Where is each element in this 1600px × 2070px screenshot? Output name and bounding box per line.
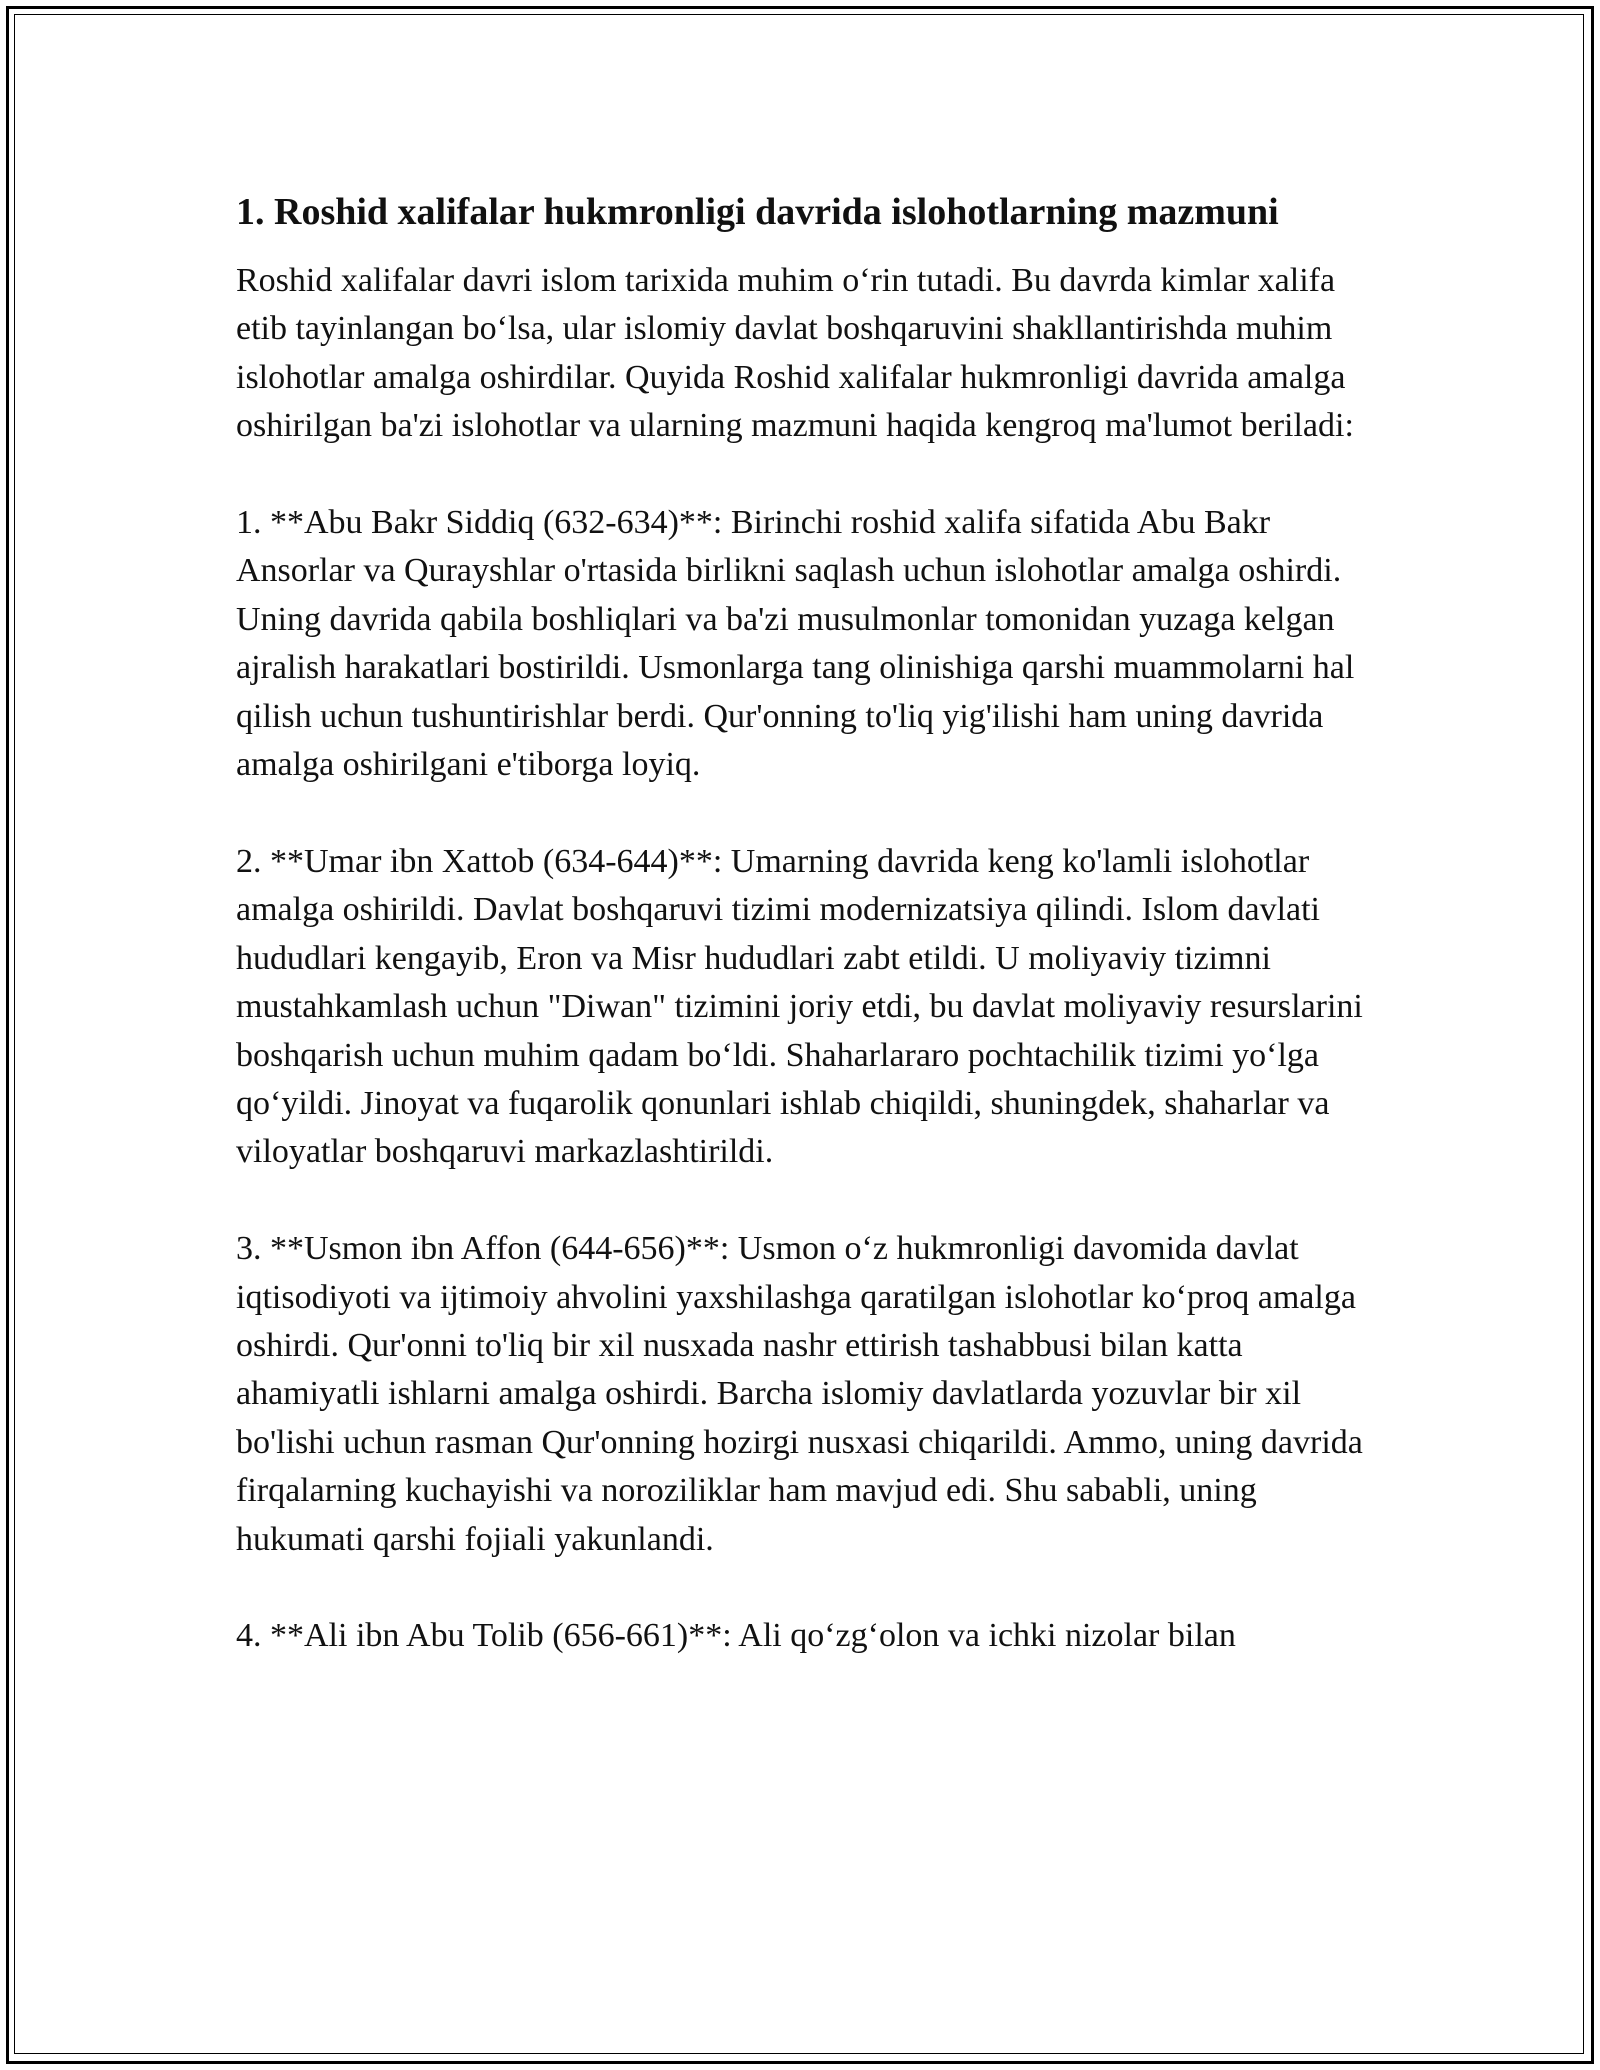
spacer-line bbox=[236, 1564, 1376, 1612]
spacer-line bbox=[236, 789, 1376, 837]
list-item-ali: 4. **Ali ibn Abu Tolib (656-661)**: Ali qo‘zg‘olon va ichki nizolar bilan bbox=[236, 1617, 1236, 1655]
document-body bbox=[236, 185, 1376, 1661]
spacer-line bbox=[236, 1177, 1376, 1225]
list-item-umar: 2. **Umar ibn Xattob (634-644)**: Umarning davrida keng ko'lamli islohotlar amalga oshirildi. Davlat boshqaruvi tizimi modernizatsiya qilindi. Islom davlati hududlari kengayib, Eron va Misr hududlari zabt etildi. U moliyaviy tizimni mustahkamlash uchun "Diwan" tizimini joriy etdi, bu davlat moliyaviy resurslarini boshqarish uchun muhim qadam bo‘ldi. Shaharlararo pochtachilik tizimi yo‘lga qo‘yildi. Jinoyat va fuqarolik qonunlari ishlab chiqildi, shuningdek, shaharlar va viloyatlar boshqaruvi markazlashtirildi. bbox=[236, 842, 1372, 1171]
list-item-usmon: 3. **Usmon ibn Affon (644-656)**: Usmon o‘z hukmronligi davomida davlat iqtisodiyoti va ijtimoiy ahvolini yaxshilashga qaratilgan islohotlar ko‘proq amalga oshirdi. Qur'onni to'liq bir xil nusxada nashr ettirish tashabbusi bilan katta ahamiyatli ishlarni amalga oshirdi. Barcha islomiy davlatlarda yozuvlar bir xil bo'lishi uchun rasman Qur'onning hozirgi nusxasi chiqarildi. Ammo, uning davrida firqalarning kuchayishi va noroziliklar ham mavjud edi. Shu sababli, uning hukumati qarshi fojiali yakunlandi. bbox=[236, 1230, 1372, 1558]
section-heading: 1. Roshid xalifalar hukmronligi davrida islohotlarning mazmuni bbox=[236, 191, 1279, 233]
list-item-abu-bakr: 1. **Abu Bakr Siddiq (632-634)**: Birinchi roshid xalifa sifatida Abu Bakr Ansorlar va Qurayshlar o'rtasida birlikni saqlash uchun islohotlar amalga oshirdi. Uning davrida qabila boshliqlari va ba'zi musulmonlar tomonidan yuzaga kelgan ajralish harakatlari bostirildi. Usmonlarga tang olinishiga qarshi muammolarni hal qilish uchun tushuntirishlar berdi. Qur'onning to'liq yig'ilishi ham uning davrida amalga oshirilgani e'tiborga loyiq. bbox=[236, 504, 1363, 784]
spacer-line bbox=[236, 451, 1376, 499]
intro-paragraph: Roshid xalifalar davri islom tarixida muhim o‘rin tutadi. Bu davrda kimlar xalifa etib tayinlangan bo‘lsa, ular islomiy davlat boshqaruvini shakllantirishda muhim islohotlar amalga oshirdilar. Quyida Roshid xalifalar hukmronligi davrida amalga oshirilgan ba'zi islohotlar va ularning mazmuni haqida kengroq ma'lumot beriladi: bbox=[236, 262, 1354, 445]
